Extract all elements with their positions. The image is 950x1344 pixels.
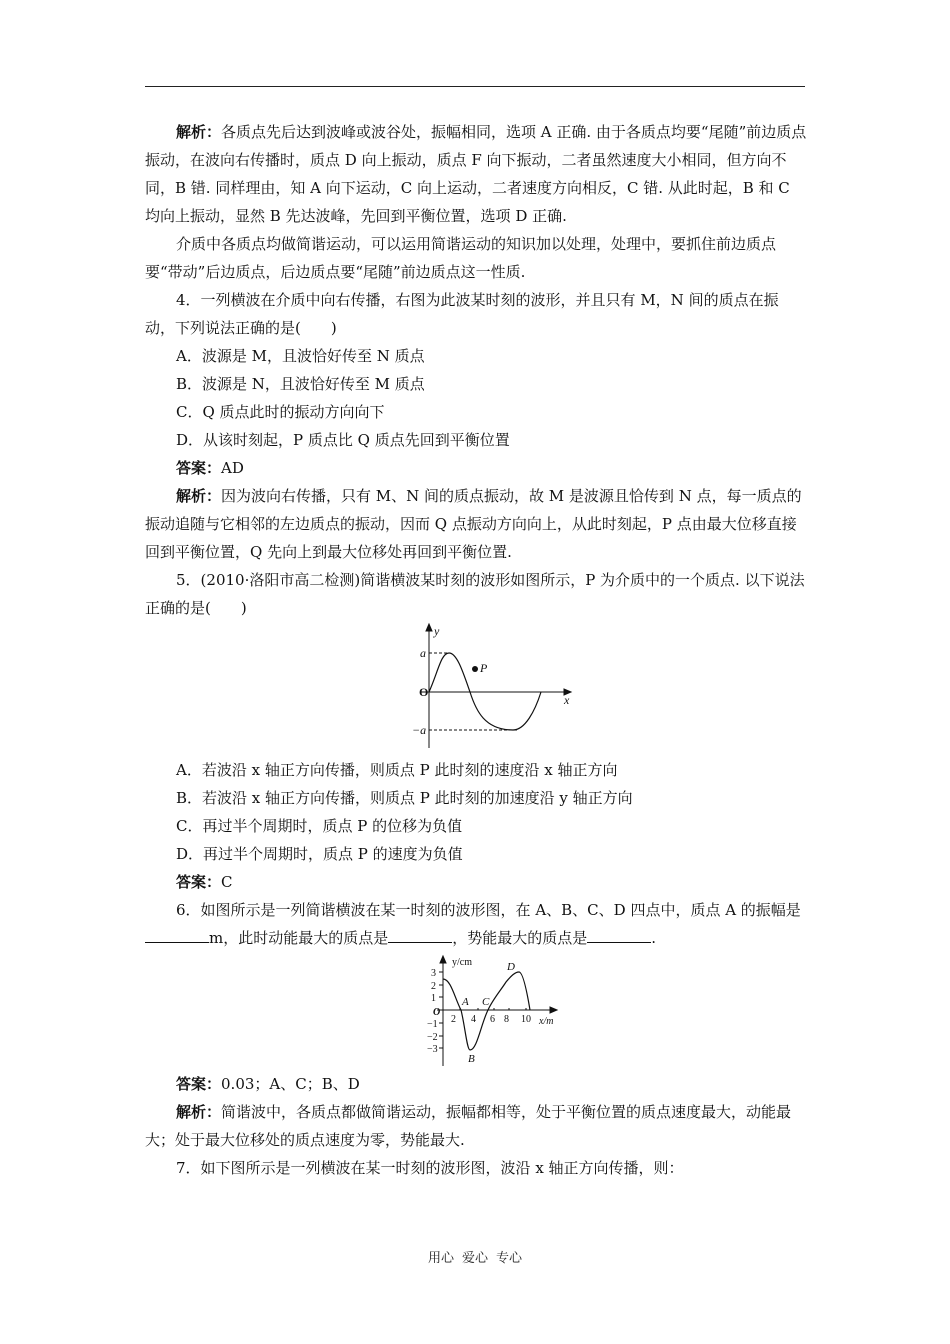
q4-option-c: C．Q 质点此时的振动方向向下 xyxy=(176,403,385,421)
label-c: C xyxy=(482,996,490,1008)
tick-neg-a: −a xyxy=(412,723,427,737)
page-footer xyxy=(0,1247,950,1266)
x-axis-arrow xyxy=(550,1007,557,1013)
stem-part: m，此时动能最大的质点是 xyxy=(209,929,389,947)
q4-answer xyxy=(145,454,808,482)
y-label: y xyxy=(434,624,440,638)
x-label: x/m xyxy=(539,1016,554,1027)
origin-label: O xyxy=(433,1007,441,1018)
x-label: x xyxy=(564,693,570,707)
answer-value: AD xyxy=(221,459,244,477)
x-tick-4: 4 xyxy=(471,1014,476,1025)
blank-amplitude xyxy=(145,928,209,943)
tick-a: a xyxy=(420,646,426,660)
q5-answer xyxy=(145,868,808,896)
point-p-marker xyxy=(472,666,478,672)
q5-option-d: D．再过半个周期时，质点 P 的速度为负值 xyxy=(176,845,463,863)
y-tick-1: 1 xyxy=(431,993,436,1004)
y-axis-arrow xyxy=(426,624,432,631)
blank-kinetic xyxy=(388,928,452,943)
answer-label: 答案： xyxy=(176,459,222,477)
answer-value: 0.03；A、C；B、D xyxy=(221,1075,360,1093)
analysis-label: 解析： xyxy=(176,123,222,141)
y-tick-2: 2 xyxy=(431,981,436,992)
q6-stem xyxy=(145,896,808,952)
q3-analysis xyxy=(145,118,808,230)
q6-wave-figure xyxy=(145,952,808,1070)
q5-wave-figure xyxy=(145,622,808,756)
analysis-text: 各质点先后达到波峰或波谷处，振幅相同，选项 A 正确. 由于各质点均要“尾随”前边质点振动，在波向右传播时，质点 D 向上振动，质点 F 向下振动，二者虽然速度大小相同，但方向不同，B 错. 同样理由，知 A 向下运动，C 向上运动，二者速度方向相反，C 错. 从此时起，B 和 C 均向上振动，显然 B 先达波峰，先回到平衡位置，选项 D 正确. xyxy=(145,123,807,225)
stem-part: ，势能最大的质点是 xyxy=(452,929,588,947)
analysis-text: 简谐波中，各质点都做简谐运动，振幅都相等，处于平衡位置的质点速度最大，动能最大；处于最大位移处的质点速度为零，势能最大. xyxy=(145,1103,792,1149)
x-tick-6: 6 xyxy=(490,1014,495,1025)
footer-text: 用心 xyxy=(427,1251,454,1266)
y-tick-neg1: −1 xyxy=(427,1019,438,1030)
y-axis-arrow xyxy=(440,956,446,963)
analysis-label: 解析： xyxy=(176,1103,222,1121)
y-label: y/cm xyxy=(452,957,472,968)
label-b: B xyxy=(468,1053,475,1065)
q7-stem: 7．如下图所示是一列横波在某一时刻的波形图，波沿 x 轴正方向传播，则： xyxy=(176,1159,684,1177)
label-p: P xyxy=(480,661,488,675)
header-rule xyxy=(145,86,805,87)
q4-option-d: D．从该时刻起，P 质点比 Q 质点先回到平衡位置 xyxy=(176,431,510,449)
q4-stem: 4．一列横波在介质中向右传播，右图为此波某时刻的波形，并且只有 M，N 间的质点在振动，下列说法正确的是( ) xyxy=(145,291,779,337)
footer-text: 爱心 xyxy=(461,1251,488,1266)
stem-part: 6．如图所示是一列简谐横波在某一时刻的波形图，在 A、B、C、D 四点中，质点 A 的振幅是 xyxy=(176,901,801,919)
analysis-text: 因为波向右传播，只有 M、N 间的质点振动，故 M 是波源且恰传到 N 点，每一质点的振动追随与它相邻的左边质点的振动，因而 Q 点振动方向向上，从此时刻起，P 点由最大位移直接回到平衡位置，Q 先向上到最大位移处再回到平衡位置. xyxy=(145,487,802,561)
origin-label: O xyxy=(419,685,429,699)
y-tick-neg2: −2 xyxy=(427,1032,438,1043)
q6-analysis xyxy=(145,1098,808,1154)
stem-part: . xyxy=(651,929,657,947)
blank-potential xyxy=(587,928,651,943)
page-content xyxy=(145,118,808,1182)
q4-option-a: A．波源是 M，且波恰好传至 N 质点 xyxy=(176,347,425,365)
footer-text: 专心 xyxy=(496,1251,523,1266)
x-tick-10: 10 xyxy=(521,1014,531,1025)
q4-option-b: B．波源是 N，且波恰好传至 M 质点 xyxy=(176,375,425,393)
y-tick-neg3: −3 xyxy=(427,1044,438,1055)
answer-label: 答案： xyxy=(176,1075,222,1093)
q3-note: 介质中各质点均做简谐运动，可以运用简谐运动的知识加以处理，处理中，要抓住前边质点要“带动”后边质点，后边质点要“尾随”前边质点这一性质. xyxy=(145,235,777,281)
label-d: D xyxy=(507,961,515,973)
q5-stem: 5．(2010·洛阳市高二检测)简谐横波某时刻的波形如图所示，P 为介质中的一个质点. 以下说法正确的是( ) xyxy=(145,571,805,617)
y-tick-3: 3 xyxy=(431,968,436,979)
q5-option-a: A．若波沿 x 轴正方向传播，则质点 P 此时刻的速度沿 x 轴正方向 xyxy=(176,761,618,779)
q6-answer xyxy=(145,1070,808,1098)
answer-label: 答案： xyxy=(176,873,222,891)
x-tick-8: 8 xyxy=(504,1014,509,1025)
q4-analysis xyxy=(145,482,808,566)
answer-value: C xyxy=(221,873,233,891)
label-a: A xyxy=(462,996,469,1008)
x-tick-2: 2 xyxy=(451,1014,456,1025)
q5-option-b: B．若波沿 x 轴正方向传播，则质点 P 此时刻的加速度沿 y 轴正方向 xyxy=(176,789,633,807)
analysis-label: 解析： xyxy=(176,487,222,505)
sine-wave xyxy=(443,972,530,1050)
q5-option-c: C．再过半个周期时，质点 P 的位移为负值 xyxy=(176,817,463,835)
